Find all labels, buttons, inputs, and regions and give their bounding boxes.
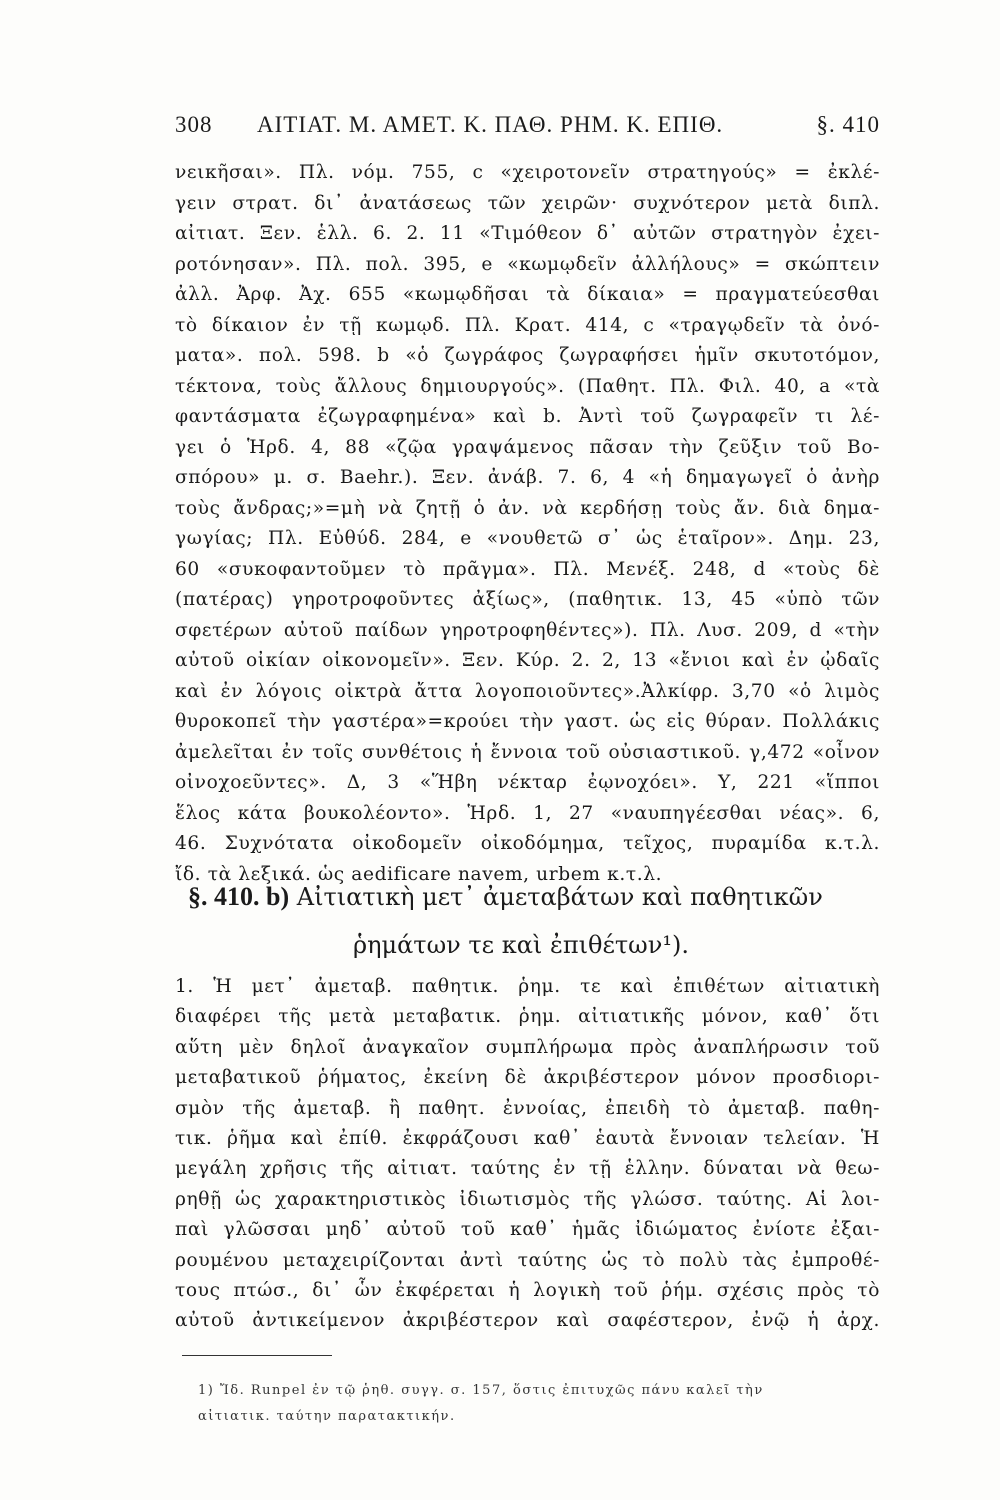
text-line: φαντάσματα ἐζωγραφημένα» καὶ b. Ἀντὶ τοῦ ζωγραφεῖν τι λέ-	[175, 406, 880, 427]
section-paragraph	[175, 972, 880, 1337]
text-line: ἀμελεῖται ἐν τοῖς συνθέτοις ἡ ἔννοια τοῦ οὐσιαστικοῦ. γ,472 «οἶνον	[175, 741, 880, 763]
text-line: τικ. ῥῆμα καὶ ἐπίθ. ἐκφράζουσι καθ᾽ ἑαυτὰ ἔννοιαν τελείαν. Ἡ	[175, 1127, 880, 1149]
text-line: τοὺς ἄνδρας;»=μὴ νὰ ζητῇ ὁ ἀν. νὰ κερδήσῃ τοὺς ἄν. διὰ δημα-	[175, 497, 880, 519]
text-line: 1. Ἡ μετ᾽ ἀμεταβ. παθητικ. ῥημ. τε καὶ ἐπιθέτων αἰτιατικὴ	[175, 976, 880, 997]
text-line: ἀλλ. Ἀρφ. Ἀχ. 655 «κωμῳδῆσαι τὰ δίκαια» = πραγματεύεσθαι	[175, 284, 880, 305]
text-line: οἰνοχοεῦντες». Δ, 3 «Ἥβη νέκταρ ἐῳνοχόει». Υ, 221 «ἵπποι	[175, 772, 880, 793]
text-line: τέκτονα, τοὺς ἄλλους δημιουργούς». (Παθητ. Πλ. Φιλ. 40, a «τὰ	[175, 375, 880, 397]
text-line: σμὸν τῆς ἀμεταβ. ἢ παθητ. ἐννοίας, ἐπειδὴ τὸ ἀμεταβ. παθη-	[175, 1097, 880, 1119]
text-line: γωγίας; Πλ. Εὐθύδ. 284, e «νουθετῶ σ᾽ ὡς ἑταῖρον». Δημ. 23,	[175, 528, 880, 549]
section-title-line-1: Αἰτιατικὴ μετ᾽ ἀμεταβάτων καὶ παθητικῶν	[296, 883, 823, 911]
text-line: γει ὁ Ἡρδ. 4, 88 «ζῷα γραψάμενος πᾶσαν τὴν ζεῦξιν τοῦ Βο-	[175, 436, 880, 458]
section-number: §. 410. b)	[188, 882, 290, 911]
text-line: τὸ δίκαιον ἐν τῇ κωμῳδ. Πλ. Κρατ. 414, c «τραγῳδεῖν τὰ ὀνό-	[175, 314, 880, 336]
text-line: τους πτώσ., δι᾽ ὧν ἐκφέρεται ἡ λογικὴ τοῦ ῥήμ. σχέσις πρὸς τὸ	[175, 1279, 880, 1301]
text-line: 60 «συκοφαντοῦμεν τὸ πρᾶγμα». Πλ. Μενέξ. 248, d «τοὺς δὲ	[175, 558, 880, 580]
footnote-line: αἰτιατικ. ταύτην παρατακτικήν.	[198, 1409, 456, 1424]
text-line: καὶ ἐν λόγοις οἰκτρὰ ἄττα λογοποιοῦντες».Ἀλκίφρ. 3,70 «ὁ λιμὸς	[175, 680, 880, 702]
text-line: μεταβατικοῦ ῥήματος, ἐκείνη δὲ ἀκριβέστερον μόνον προσδιορι-	[175, 1067, 880, 1089]
text-line: ρηθῇ ὡς χαρακτηριστικὸς ἰδιωτισμὸς τῆς γλώσσ. ταύτης. Αἱ λοι-	[175, 1188, 880, 1210]
text-line: γειν στρατ. δι᾽ ἀνατάσεως τῶν χειρῶν· συχνότερον μετὰ διπλ.	[175, 192, 880, 214]
text-line: αὐτοῦ οἰκίαν οἰκονομεῖν». Ξεν. Κύρ. 2. 2, 13 «ἔνιοι καὶ ἐν ᾠδαῖς	[175, 650, 880, 671]
text-line: ροτόνησαν». Πλ. πολ. 395, e «κωμῳδεῖν ἀλλήλους» = σκώπτειν	[175, 253, 880, 275]
text-line: ρουμένου μεταχειρίζονται ἀντὶ ταύτης ὡς τὸ πολὺ τὰς ἐμπροθέ-	[175, 1249, 880, 1271]
page-number: 308	[175, 112, 213, 137]
footnote-divider	[182, 1355, 332, 1356]
footnote-line: 1) Ἴδ. Runpel ἐν τῷ ῥηθ. συγγ. σ. 157, ὅστις ἐπιτυχῶς πάνυ καλεῖ τὴν	[198, 1383, 764, 1398]
text-line: μεγάλη χρῆσις τῆς αἰτιατ. ταύτης ἐν τῇ ἑλλην. δύναται νὰ θεω-	[175, 1158, 880, 1180]
text-line: διαφέρει τῆς μετὰ μεταβατικ. ῥημ. αἰτιατικῆς μόνον, καθ᾽ ὅτι	[175, 1006, 880, 1028]
text-line: 46. Συχνότατα οἰκοδομεῖν οἰκοδόμημα, τεῖχος, πυραμίδα κ.τ.λ.	[175, 833, 880, 854]
text-line: αἰτιατ. Ξεν. ἑλλ. 6. 2. 11 «Τιμόθεον δ᾽ αὐτῶν στρατηγὸν ἐχει-	[175, 223, 880, 244]
text-line: αὕτη μὲν δηλοῖ ἀναγκαῖον συμπλήρωμα πρὸς ἀναπλήρωσιν τοῦ	[175, 1036, 880, 1058]
text-line: σπόρου» μ. σ. Baehr.). Ξεν. ἀνάβ. 7. 6, 4 «ἡ δημαγωγεῖ ὁ ἀνὴρ	[175, 467, 880, 488]
page-header	[175, 112, 880, 148]
text-line: παὶ γλῶσσαι μηδ᾽ αὐτοῦ τοῦ καθ᾽ ἡμᾶς ἰδιώματος ἐνίοτε ἐξαι-	[175, 1219, 880, 1241]
text-line: (πατέρας) γηροτροφοῦντες ἀξίως», (παθητικ. 13, 45 «ὑπὸ τῶν	[175, 589, 880, 610]
text-line: αὐτοῦ ἀντικείμενον ἀκριβέστερον καὶ σαφέστερον, ἐνῷ ἡ ἀρχ.	[175, 1310, 880, 1332]
section-heading	[188, 873, 888, 969]
text-line: ματα». πολ. 598. b «ὁ ζωγράφος ζωγραφήσει ἡμῖν σκυτοτόμον,	[175, 345, 880, 366]
main-paragraph	[175, 158, 880, 890]
footnote	[198, 1378, 880, 1430]
running-title: ΑΙΤΙΑΤ. Μ. ΑΜΕΤ. Κ. ΠΑΘ. ΡΗΜ. Κ. ΕΠΙΘ.	[257, 112, 724, 137]
text-line: νεικῆσαι». Πλ. νόμ. 755, c «χειροτονεῖν στρατηγούς» = ἐκλέ-	[175, 162, 880, 183]
section-title-line-2: ῥημάτων τε καὶ ἐπιθέτων¹).	[353, 931, 689, 959]
header-section-ref: §. 410	[816, 112, 880, 137]
text-line: ἴδ. τὰ λεξικά. ὡς aedificare navem, urbem κ.τ.λ.	[175, 863, 663, 885]
text-line: θυροκοπεῖ τὴν γαστέρα»=κρούει τὴν γαστ. ὡς εἰς θύραν. Πολλάκις	[175, 711, 880, 732]
text-line: σφετέρων αὐτοῦ παίδων γηροτροφηθέντες»). Πλ. Λυσ. 209, d «τὴν	[175, 619, 880, 641]
text-line: ἕλος κάτα βουκολέοντο». Ἡρδ. 1, 27 «ναυπηγέεσθαι νέας». 6,	[175, 802, 880, 824]
